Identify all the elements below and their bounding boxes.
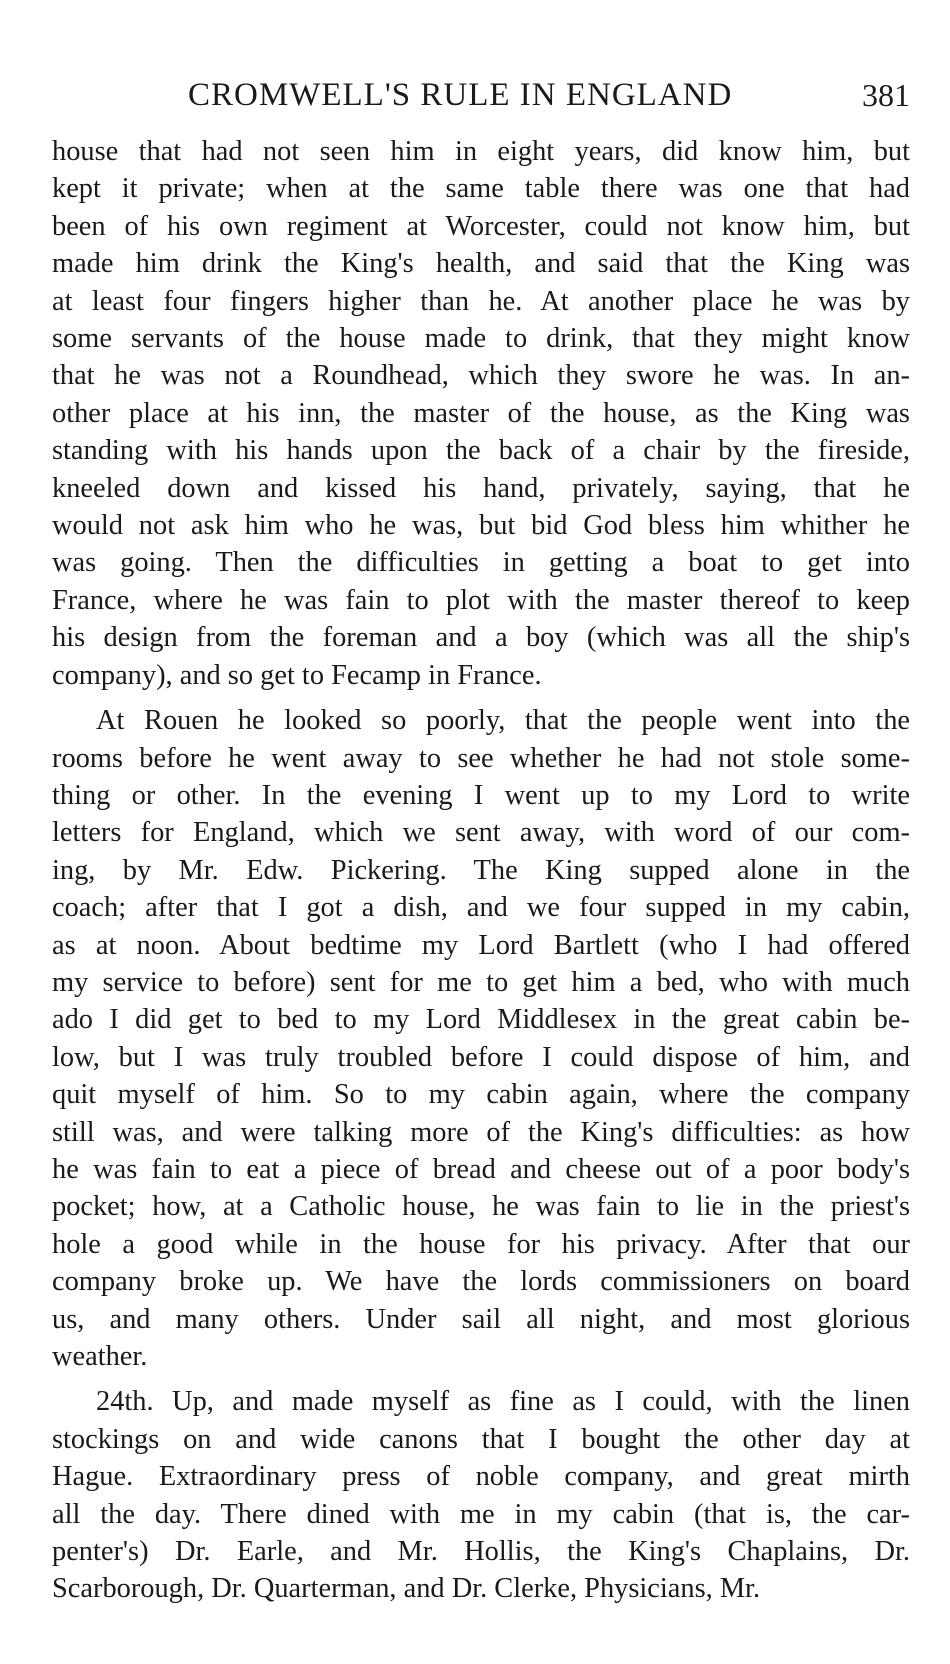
paragraph-1 — [52, 133, 910, 694]
text-line: was going. Then the difficulties in getting a boat to get into — [52, 547, 910, 579]
paragraph-3 — [52, 1383, 910, 1607]
text-line: at least four fingers higher than he. At another place he was by — [52, 285, 910, 317]
running-title: CROMWELL'S RULE IN ENGLAND — [188, 77, 733, 113]
text-line: as at noon. About bedtime my Lord Bartlett (who I had offered — [52, 929, 910, 961]
text-line: company broke up. We have the lords commissioners on board — [52, 1266, 910, 1298]
text-line: coach; after that I got a dish, and we four supped in my cabin, — [52, 892, 910, 924]
book-page — [52, 72, 910, 1608]
text-line: company), and so get to Fecamp in France. — [52, 659, 542, 691]
text-line: us, and many others. Under sail all night, and most glorious — [52, 1303, 910, 1335]
text-line: his design from the foreman and a boy (which was all the ship's — [52, 622, 910, 654]
text-line: France, where he was fain to plot with the master thereof to keep — [52, 584, 910, 616]
text-line: Scarborough, Dr. Quarterman, and Dr. Clerke, Physicians, Mr. — [52, 1573, 761, 1605]
text-line: standing with his hands upon the back of a chair by the fireside, — [52, 435, 910, 467]
text-line: would not ask him who he was, but bid God bless him whither he — [52, 510, 910, 542]
text-line: kneeled down and kissed his hand, privately, saying, that he — [52, 472, 910, 504]
running-header — [52, 72, 910, 118]
text-line: pocket; how, at a Catholic house, he was fain to lie in the priest's — [52, 1191, 910, 1223]
text-line: ado I did get to bed to my Lord Middlesex in the great cabin be- — [52, 1004, 910, 1036]
text-line: 24th. Up, and made myself as fine as I could, with the linen — [96, 1386, 910, 1418]
text-line: made him drink the King's health, and said that the King was — [52, 248, 910, 280]
text-line: that he was not a Roundhead, which they swore he was. In an- — [52, 360, 910, 392]
text-line: thing or other. In the evening I went up to my Lord to write — [52, 779, 910, 811]
text-line: quit myself of him. So to my cabin again, where the company — [52, 1079, 910, 1111]
text-line: been of his own regiment at Worcester, could not know him, but — [52, 210, 910, 242]
text-line: Hague. Extraordinary press of noble company, and great mirth — [52, 1461, 910, 1493]
text-line: letters for England, which we sent away, with word of our com- — [52, 817, 910, 849]
text-line: still was, and were talking more of the King's difficulties: as how — [52, 1116, 910, 1148]
text-line: ing, by Mr. Edw. Pickering. The King supped alone in the — [52, 854, 910, 886]
paragraph-2 — [52, 702, 910, 1375]
text-line: penter's) Dr. Earle, and Mr. Hollis, the King's Chaplains, Dr. — [52, 1536, 910, 1568]
text-line: hole a good while in the house for his privacy. After that our — [52, 1228, 910, 1260]
text-line: weather. — [52, 1341, 148, 1372]
body-text — [52, 133, 910, 1608]
text-line: all the day. There dined with me in my cabin (that is, the car- — [52, 1498, 910, 1530]
page-number: 381 — [862, 77, 910, 113]
text-line: stockings on and wide canons that I bought the other day at — [52, 1423, 910, 1455]
text-line: kept it private; when at the same table there was one that had — [52, 173, 910, 205]
text-line: other place at his inn, the master of the house, as the King was — [52, 397, 910, 429]
text-line: At Rouen he looked so poorly, that the people went into the — [96, 705, 910, 737]
text-line: some servants of the house made to drink, that they might know — [52, 323, 910, 355]
text-line: he was fain to eat a piece of bread and cheese out of a poor body's — [52, 1153, 910, 1185]
text-line: rooms before he went away to see whether he had not stole some- — [52, 742, 910, 774]
text-line: my service to before) sent for me to get him a bed, who with much — [52, 966, 910, 998]
text-line: house that had not seen him in eight years, did know him, but — [52, 136, 910, 167]
text-line: low, but I was truly troubled before I could dispose of him, and — [52, 1041, 910, 1073]
